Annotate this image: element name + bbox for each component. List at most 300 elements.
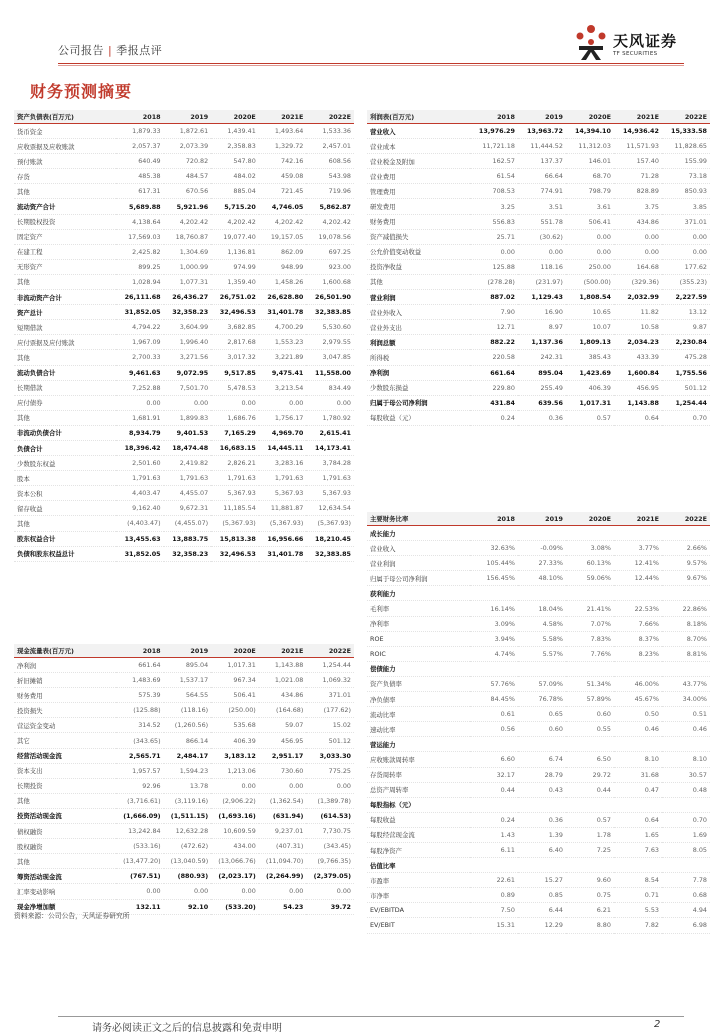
year-header: 2020E [566,512,614,526]
cell-value: 887.02 [470,290,518,305]
cell-value: 0.48 [662,782,710,797]
cell-value: 12,632.28 [164,824,212,839]
row-label: 留存收益 [14,501,116,516]
cell-value: 18,210.45 [306,531,354,546]
cell-value: (5,367.93) [211,516,259,531]
row-label: 市盈率 [367,873,470,888]
table-row [367,631,710,646]
cell-value: 32,358.23 [164,305,212,320]
cell-value: 0.24 [470,812,518,827]
table-row [14,139,354,154]
cell-value: 76.78% [518,692,566,707]
cell-value: 0.47 [614,782,662,797]
row-label: 货币资金 [14,124,116,139]
cell-value: 164.68 [614,259,662,274]
table-row [367,842,710,857]
cell-value: (164.68) [259,703,307,718]
cell-value: 1,069.32 [306,673,354,688]
cell-value: 31,852.05 [116,546,164,561]
cell-value: 2,700.33 [116,350,164,365]
cell-value: 3,682.85 [211,320,259,335]
cell-value: 564.55 [164,688,212,703]
cell-value: 7.76% [566,646,614,661]
cell-value: 4.58% [518,616,566,631]
table-row [14,290,354,305]
cell-value: 11,444.52 [518,139,566,154]
cell-value: 8.18% [662,616,710,631]
table-row [14,793,354,808]
company-logo [573,24,683,64]
row-label: 流动比率 [367,707,470,722]
row-label: 速动比率 [367,722,470,737]
cell-value: (30.62) [518,229,566,244]
cell-value: 15,333.58 [662,124,710,139]
table-row [14,531,354,546]
cell-value: 9,401.53 [164,425,212,440]
logo-text-en: TF SECURITIES [613,51,658,57]
table-row [367,124,710,139]
cell-value: 0.00 [211,395,259,410]
cell-value: (1,389.78) [306,793,354,808]
table-row [367,918,710,933]
cell-value: 162.57 [470,154,518,169]
cell-value: 229.80 [470,380,518,395]
cell-value: (500.00) [566,274,614,289]
cell-value: 84.45% [470,692,518,707]
cell-value: 125.88 [470,259,518,274]
cell-value [662,586,710,601]
table-row [14,244,354,259]
cell-value: 6.21 [566,903,614,918]
cell-value: 12.29 [518,918,566,933]
cell-value: 406.39 [566,380,614,395]
cell-value: 506.41 [211,688,259,703]
table-row [14,425,354,440]
row-label: 每股收益 [367,812,470,827]
cell-value: 22.61 [470,873,518,888]
cell-value: 708.53 [470,184,518,199]
cell-value [662,797,710,812]
row-label: 财务费用 [367,214,470,229]
cell-value: 220.58 [470,350,518,365]
cell-value: 661.64 [470,365,518,380]
cell-value: 501.12 [306,733,354,748]
cell-value: 866.14 [164,733,212,748]
row-label: 现金净增加额 [14,899,116,914]
cell-value: (3,119.16) [164,793,212,808]
cell-value: 1,439.41 [211,124,259,139]
cell-value: 0.70 [662,812,710,827]
cell-value [518,797,566,812]
cell-value: 543.98 [306,169,354,184]
cell-value: 0.50 [614,707,662,722]
cell-value: 13,455.63 [116,531,164,546]
row-label: 股权融资 [14,839,116,854]
row-label: 固定资产 [14,229,116,244]
cell-value: 2.66% [662,541,710,556]
row-label: 成长能力 [367,526,470,541]
table-row [367,646,710,661]
cell-value: 2,358.83 [211,139,259,154]
cell-value: 2,951.17 [259,748,307,763]
cell-value: 16.14% [470,601,518,616]
cell-value: 60.13% [566,556,614,571]
table-row [367,305,710,320]
cell-value: 6.74 [518,752,566,767]
table-row [14,546,354,561]
table-row [367,858,710,873]
cell-value: 3.94% [470,631,518,646]
cell-value: 0.44 [566,782,614,797]
row-label: 公允价值变动收益 [367,244,470,259]
cell-value: 0.36 [518,812,566,827]
header-separator: | [108,44,113,57]
cell-value: 255.49 [518,380,566,395]
cell-value: 0.00 [211,884,259,899]
cell-value: 1,594.23 [164,763,212,778]
cell-value: 6.60 [470,752,518,767]
table-row [367,290,710,305]
page-number: 2 [654,1019,661,1030]
cell-value: 6.40 [518,842,566,857]
cell-value: 0.60 [566,707,614,722]
cell-value: 1,137.36 [518,335,566,350]
cell-value: 434.86 [259,688,307,703]
cell-value: 5,530.60 [306,320,354,335]
cell-value: 434.86 [614,214,662,229]
cell-value: 18.04% [518,601,566,616]
row-label: 存货周转率 [367,767,470,782]
table-row [367,541,710,556]
cell-value [518,526,566,541]
logo-text-cn: 天风证券 [613,32,678,50]
row-label: 其他 [14,410,116,425]
cell-value [470,586,518,601]
row-label: 少数股东损益 [367,380,470,395]
cell-value: 3,047.85 [306,350,354,365]
cell-value: 32.63% [470,541,518,556]
cell-value: 0.68 [662,888,710,903]
cell-value: 14,445.11 [259,440,307,455]
cell-value: 9,517.85 [211,365,259,380]
cell-value: 32.17 [470,767,518,782]
table-row [367,707,710,722]
table-row [14,380,354,395]
table-row [367,571,710,586]
cell-value: 11,558.00 [306,365,354,380]
row-label: 每股指标（元） [367,797,470,812]
cell-value: 7.50 [470,903,518,918]
table-row [14,839,354,854]
cell-value: 0.51 [662,707,710,722]
table-row [367,812,710,827]
cell-value: 54.23 [259,899,307,914]
cell-value: (1,260.56) [164,718,212,733]
cell-value: 9,461.63 [116,365,164,380]
row-label: 财务费用 [14,688,116,703]
table-row [367,601,710,616]
cell-value: 456.95 [614,380,662,395]
cell-value: 11,881.87 [259,501,307,516]
row-label: 筹资活动现金流 [14,869,116,884]
table-row [14,229,354,244]
cell-value: 885.04 [211,184,259,199]
cell-value: 1,808.54 [566,290,614,305]
cell-value: (177.62) [306,703,354,718]
cell-value: 68.70 [566,169,614,184]
table-row [367,676,710,691]
row-label: 投资损失 [14,703,116,718]
cell-value: 66.64 [518,169,566,184]
cell-value: 15.02 [306,718,354,733]
table-row [14,259,354,274]
cell-value: 2,565.71 [116,748,164,763]
cell-value: (1,511.15) [164,808,212,823]
cell-value: 3.08% [566,541,614,556]
row-label: 毛利率 [367,601,470,616]
row-label: 每股净资产 [367,842,470,857]
cell-value [518,586,566,601]
cell-value: (407.31) [259,839,307,854]
cell-value: 0.61 [470,707,518,722]
cell-value: 7,730.75 [306,824,354,839]
row-label: 应付票据及应付账款 [14,335,116,350]
table-row [14,184,354,199]
table-row [367,244,710,259]
table-header-row [14,644,354,658]
row-label: 估值比率 [367,858,470,873]
cell-value: 11.82 [614,305,662,320]
cell-value: (1,693.16) [211,808,259,823]
cell-value: 2,073.39 [164,139,212,154]
cell-value: 0.89 [470,888,518,903]
cell-value: 3,017.32 [211,350,259,365]
row-label: 市净率 [367,888,470,903]
cell-value: 19,078.56 [306,229,354,244]
cell-value: 15.27 [518,873,566,888]
cell-value: 974.99 [211,259,259,274]
cell-value: -0.09% [518,541,566,556]
cell-value: 32,383.85 [306,305,354,320]
cell-value: 730.60 [259,763,307,778]
cell-value: 1,686.76 [211,410,259,425]
cell-value: 9.57% [662,556,710,571]
cell-value: 57.09% [518,676,566,691]
cell-value: 506.41 [566,214,614,229]
table-header-row [367,110,710,124]
row-label: 营业成本 [367,139,470,154]
cell-value: 5,367.93 [306,486,354,501]
cell-value: 1,533.36 [306,124,354,139]
cell-value: 4,403.47 [116,486,164,501]
cell-value: (13,066.76) [211,854,259,869]
cell-value: (472.62) [164,839,212,854]
cell-value: 250.00 [566,259,614,274]
cell-value: 406.39 [211,733,259,748]
cell-value: 17,569.03 [116,229,164,244]
cell-value: (767.51) [116,869,164,884]
table-row [367,214,710,229]
row-label: 净负债率 [367,692,470,707]
cell-value [614,737,662,752]
cell-value: 11,721.18 [470,139,518,154]
cell-value: 5,689.88 [116,199,164,214]
cell-value: 3,604.99 [164,320,212,335]
cell-value [614,858,662,873]
cell-value: 59.07 [259,718,307,733]
cell-value: 92.96 [116,778,164,793]
table-row [367,616,710,631]
cell-value: 4,202.42 [164,214,212,229]
table-row [367,767,710,782]
row-label: 长期投资 [14,778,116,793]
cell-value: 31,852.05 [116,305,164,320]
cell-value: 2,230.84 [662,335,710,350]
cell-value: 26,628.80 [259,290,307,305]
cell-value: 61.54 [470,169,518,184]
row-label: 营业收入 [367,124,470,139]
row-label: 无形资产 [14,259,116,274]
cell-value: (11,094.70) [259,854,307,869]
cell-value: (533.16) [116,839,164,854]
cell-value: (614.53) [306,808,354,823]
row-label: 应收账款周转率 [367,752,470,767]
row-label: 营业利润 [367,556,470,571]
cell-value: 3.51 [518,199,566,214]
cell-value: 774.91 [518,184,566,199]
table-row [14,350,354,365]
row-label: 归属于母公司净利润 [367,571,470,586]
cell-value: (631.94) [259,808,307,823]
table-row [367,722,710,737]
cell-value: 10,609.59 [211,824,259,839]
cell-value: (118.16) [164,703,212,718]
table-row [14,169,354,184]
table-row [14,305,354,320]
cell-value [470,797,518,812]
cell-value: 4,700.29 [259,320,307,335]
cell-value: 484.02 [211,169,259,184]
cell-value: 0.00 [662,229,710,244]
cell-value: 22.86% [662,601,710,616]
table-row [367,556,710,571]
cell-value: 0.46 [614,722,662,737]
cell-value: 882.22 [470,335,518,350]
row-label: ROIC [367,646,470,661]
cell-value: 608.56 [306,154,354,169]
cell-value: 501.12 [662,380,710,395]
cell-value: 0.44 [470,782,518,797]
row-label: 营业利润 [367,290,470,305]
cell-value: (5,367.93) [259,516,307,531]
row-label: 股东权益合计 [14,531,116,546]
cell-value: 8.10 [662,752,710,767]
row-label: 投资净收益 [367,259,470,274]
cell-value: 28.79 [518,767,566,782]
cell-value: 0.00 [116,395,164,410]
cell-value: 25.71 [470,229,518,244]
cell-value: 26,111.68 [116,290,164,305]
cell-value [566,586,614,601]
row-label: EV/EBIT [367,918,470,933]
cell-value [566,797,614,812]
cell-value: 371.01 [306,688,354,703]
cell-value: (13,040.59) [164,854,212,869]
row-label: 长期借款 [14,380,116,395]
cell-value: 0.70 [662,410,710,425]
cell-value: 32,496.53 [211,546,259,561]
cell-value: 7,501.70 [164,380,212,395]
row-label: 净利润 [14,658,116,673]
cell-value: 1,000.99 [164,259,212,274]
cell-value: 11,828.65 [662,139,710,154]
cell-value: 9,672.31 [164,501,212,516]
cell-value: 0.85 [518,888,566,903]
cell-value: 242.31 [518,350,566,365]
cell-value: 11,185.54 [211,501,259,516]
table-row [14,486,354,501]
balance-sheet-table [14,110,354,562]
cell-value: 1,899.83 [164,410,212,425]
cell-value [566,858,614,873]
cell-value: 0.00 [164,884,212,899]
cell-value: 14,173.41 [306,440,354,455]
cell-value: 0.64 [614,812,662,827]
cash-flow-table [14,644,354,915]
row-label: 汇率变动影响 [14,884,116,899]
cell-value: 0.75 [566,888,614,903]
cell-value: 6.44 [518,903,566,918]
cell-value: 1,423.69 [566,365,614,380]
table-row [14,854,354,869]
cell-value: 132.11 [116,899,164,914]
cell-value: (2,023.17) [211,869,259,884]
cell-value: 742.16 [259,154,307,169]
cell-value [662,526,710,541]
row-label: 营业外收入 [367,305,470,320]
cell-value: 19,157.05 [259,229,307,244]
cell-value: 1,483.69 [116,673,164,688]
table-row [14,154,354,169]
cell-value: 5,367.93 [259,486,307,501]
table-row [14,718,354,733]
row-label: 非流动资产合计 [14,290,116,305]
cell-value: 1,791.63 [116,471,164,486]
row-label: 营运资金变动 [14,718,116,733]
table-title: 利润表(百万元) [367,110,470,124]
cell-value: 670.56 [164,184,212,199]
year-header: 2018 [470,110,518,124]
cell-value: 29.72 [566,767,614,782]
cell-value: 0.00 [116,884,164,899]
table-row [14,884,354,899]
cell-value: 16,683.15 [211,440,259,455]
cell-value: 32,358.23 [164,546,212,561]
cell-value: 0.00 [164,395,212,410]
cell-value: 8.80 [566,918,614,933]
cell-value: 0.43 [518,782,566,797]
cell-value: 51.34% [566,676,614,691]
cell-value: 9,162.40 [116,501,164,516]
cell-value: 775.25 [306,763,354,778]
row-label: 资本公积 [14,486,116,501]
cell-value: 1,872.61 [164,124,212,139]
cell-value: 556.83 [470,214,518,229]
report-type: 公司报告 [58,44,104,57]
row-label: 流动资产合计 [14,199,116,214]
cell-value: 1,359.40 [211,274,259,289]
cell-value: 15.31 [470,918,518,933]
